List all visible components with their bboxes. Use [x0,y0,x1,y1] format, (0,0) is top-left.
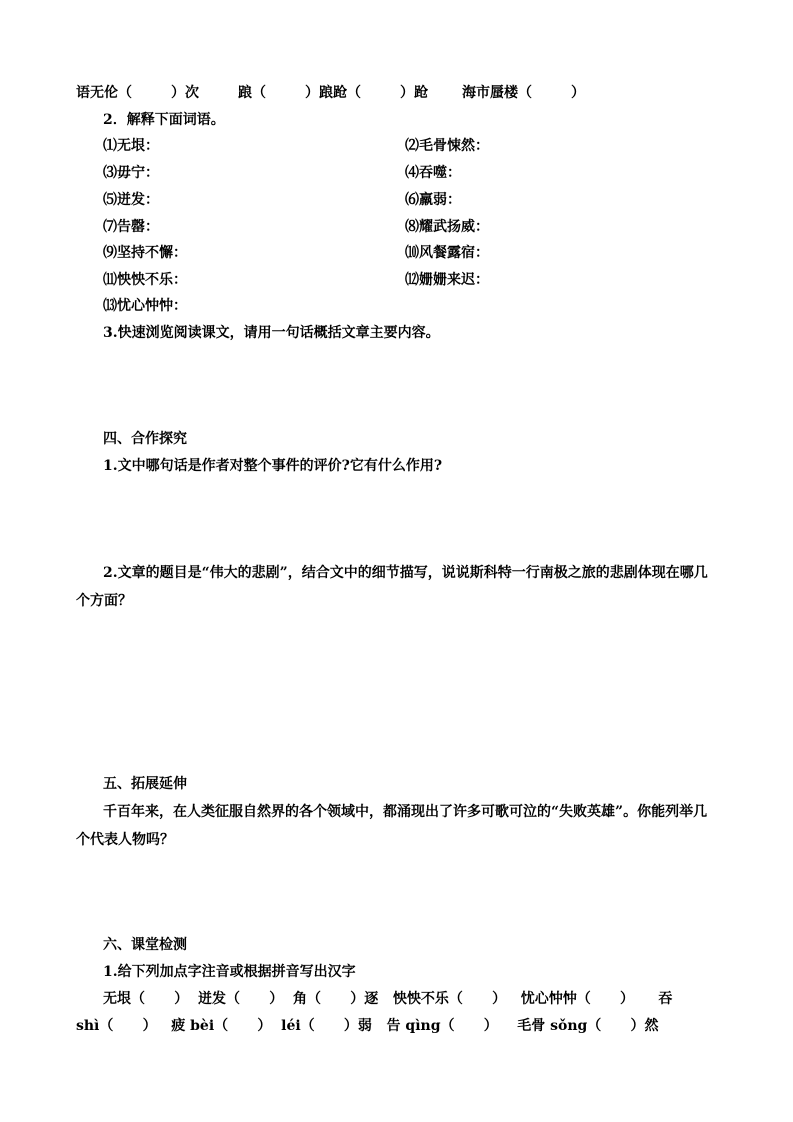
vocab-item: ⑹羸弱： [405,192,461,208]
vocab-item: ⑷吞噬： [405,165,461,181]
section-4-question-2-line-2: 个方面？ [76,593,132,609]
section-5-text-line-2: 个代表人物吗？ [76,832,174,848]
section-5-heading: 五、拓展延伸 [103,776,187,792]
vocab-item: ⑶毋宁： [103,165,159,181]
section-6-heading: 六、课堂检测 [103,937,187,953]
vocab-item: ⑻耀武扬威： [405,219,489,235]
vocab-item: ⑸迸发： [103,192,159,208]
section-4-question-2-line-1: 2.文章的题目是“伟大的悲剧”，结合文中的细节描写，说说斯科特一行南极之旅的悲剧体现在哪几 [103,565,708,581]
item-haishishenlou: 海市蜃楼（ ） [462,85,585,101]
vocab-item: ⒀忧心忡忡： [103,298,187,314]
vocab-item: ⑺告罄： [103,219,159,235]
section-5-text-line-1: 千百年来，在人类征服自然界的各个领域中，都涌现出了许多可歌可泣的“失败英雄”。你能列举几 [103,804,708,820]
vocab-item: ⑵毛骨悚然： [405,138,489,154]
vocab-item: ⑼坚持不懈： [103,245,187,261]
vocab-item: ⑽风餐露宿： [405,245,489,261]
vocab-item: ⑿姗姗来迟： [405,272,489,288]
section-4-heading: 四、合作探究 [103,431,187,447]
question-2-title: 2．解释下面词语。 [103,112,225,128]
section-6-row-1: 无垠（ ） 迸发（ ） 角（ ）逐 怏怏不乐（ ） 忧心忡忡（ ） 吞 [103,991,673,1007]
vocab-item: ⑾怏怏不乐： [103,272,187,288]
item-liangqiang: 踉（ ）踉跄（ ）跄 [238,85,428,101]
section-6-row-2: shì（ ） 疲 bèi（ ） léi（ ）弱 告 qìng（ ） 毛骨 sǒng（ ）然 [76,1018,659,1034]
vocab-item: ⑴无垠： [103,138,159,154]
item-yuwulunci: 语无伦（ ）次 [76,85,199,101]
question-3: 3.快速浏览阅读课文，请用一句话概括文章主要内容。 [103,325,440,341]
section-4-question-1: 1.文中哪句话是作者对整个事件的评价?它有什么作用? [103,458,443,474]
section-6-question-1: 1.给下列加点字注音或根据拼音写出汉字 [103,964,356,980]
